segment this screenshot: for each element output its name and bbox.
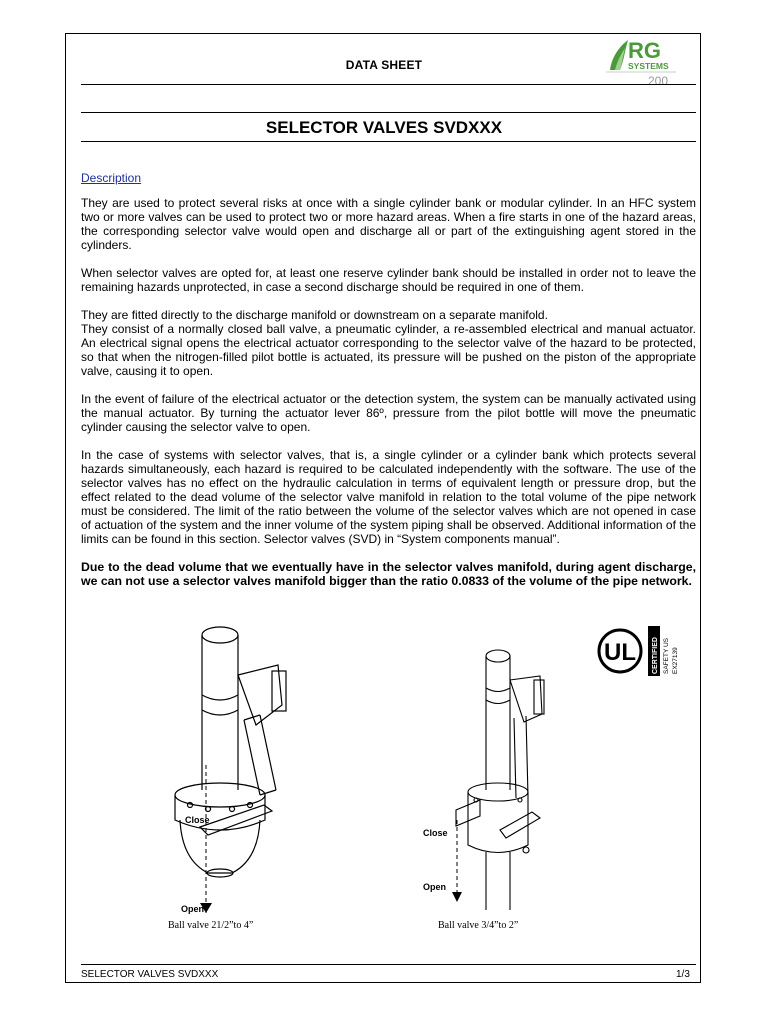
ul-safety-label: SAFETY US [663, 637, 670, 674]
caption-large-valve: Ball valve 21/2”to 4” [168, 920, 254, 931]
paragraph-4: They consist of a normally closed ball valve, a pneumatic cylinder, a re-assembled electrical and manual actuator. An electrical signal opens the electrical actuator corresponding to the selector valve of the hazard to be protected, so that when the nitrogen-filled pilot bottle is actuated, its pressure will be pushed on the piston of the appropriate valve, causing it to open. [81, 322, 696, 378]
ul-certified-icon [596, 622, 686, 680]
footer-divider [81, 964, 696, 965]
ul-certified-label: CERTIFIED [652, 637, 659, 674]
open-label-small: Open [423, 882, 447, 892]
footer-title: SELECTOR VALVES SVDXXX [81, 969, 219, 980]
paragraph-3: They are fitted directly to the discharge manifold or downstream on a separate manifold. [81, 308, 548, 322]
ball-valve-small-drawing [440, 640, 570, 915]
close-label-small: Close [423, 828, 448, 838]
paragraph-6: In the case of systems with selector valves, that is, a single cylinder or a cylinder bank which protects several hazards simultaneously, each hazard is required to be calculated independently with the software. The use of the selector valves has no effect on the hydraulic calculation in terms of equivalent length or pressure drop, but the effect related to the dead volume of the selector valve manifold in relation to the total volume of the pipe network must be considered. The limit of the ratio between the volume of the selector valves which are not opened in case of actuation of the system and the inner volume of the system piping shall be observed. Additional information of the limits can be found in this section. Selector valves (SVD) in “System components manual”. [81, 448, 696, 546]
close-label-large: Close [185, 815, 210, 825]
logo-sub: SYSTEMS [628, 61, 669, 71]
description-body [81, 196, 696, 602]
logo-brand: RG [628, 38, 661, 63]
ul-file-number: EX27139 [672, 647, 679, 674]
caption-small-valve: Ball valve 3/4”to 2” [438, 920, 519, 931]
open-label-large: Open [181, 904, 205, 914]
page-number: 1/3 [676, 969, 690, 980]
paragraph-5: In the event of failure of the electrical actuator or the detection system, the system can be manually activated using the manual actuator. By turning the actuator lever 86º, pressure from the pilot bottle will move the pneumatic cylinder causing the selector valve to open. [81, 392, 696, 434]
document-type: DATA SHEET [345, 58, 423, 72]
paragraph-2: When selector valves are opted for, at least one reserve cylinder bank should be installed in order not to leave the remaining hazards unprotected, in case a second discharge should be required in one of them. [81, 266, 696, 294]
warning-note: Due to the dead volume that we eventually have in the selector valves manifold, during agent discharge, we can not use a selector valves manifold bigger than the ratio 0.0833 of the volume of the pipe network. [81, 560, 696, 588]
rg-systems-logo [606, 36, 676, 88]
ul-text: UL [604, 639, 636, 666]
description-link[interactable]: Description [81, 171, 142, 185]
title-rule-top [81, 112, 696, 113]
ball-valve-large-drawing [160, 615, 310, 915]
paragraph-1: They are used to protect several risks at once with a single cylinder bank or modular cylinder. In an HFC system two or more valves can be used to protect two or more hazard areas. When a fire starts in one of the hazard areas, the corresponding selector valve would open and discharge all or part of the extinguishing agent stored in the cylinders. [81, 196, 696, 252]
header-divider [81, 84, 696, 85]
title-rule-bottom [81, 141, 696, 142]
logo-number: 200 [648, 74, 669, 88]
page-title: SELECTOR VALVES SVDXXX [265, 118, 503, 137]
